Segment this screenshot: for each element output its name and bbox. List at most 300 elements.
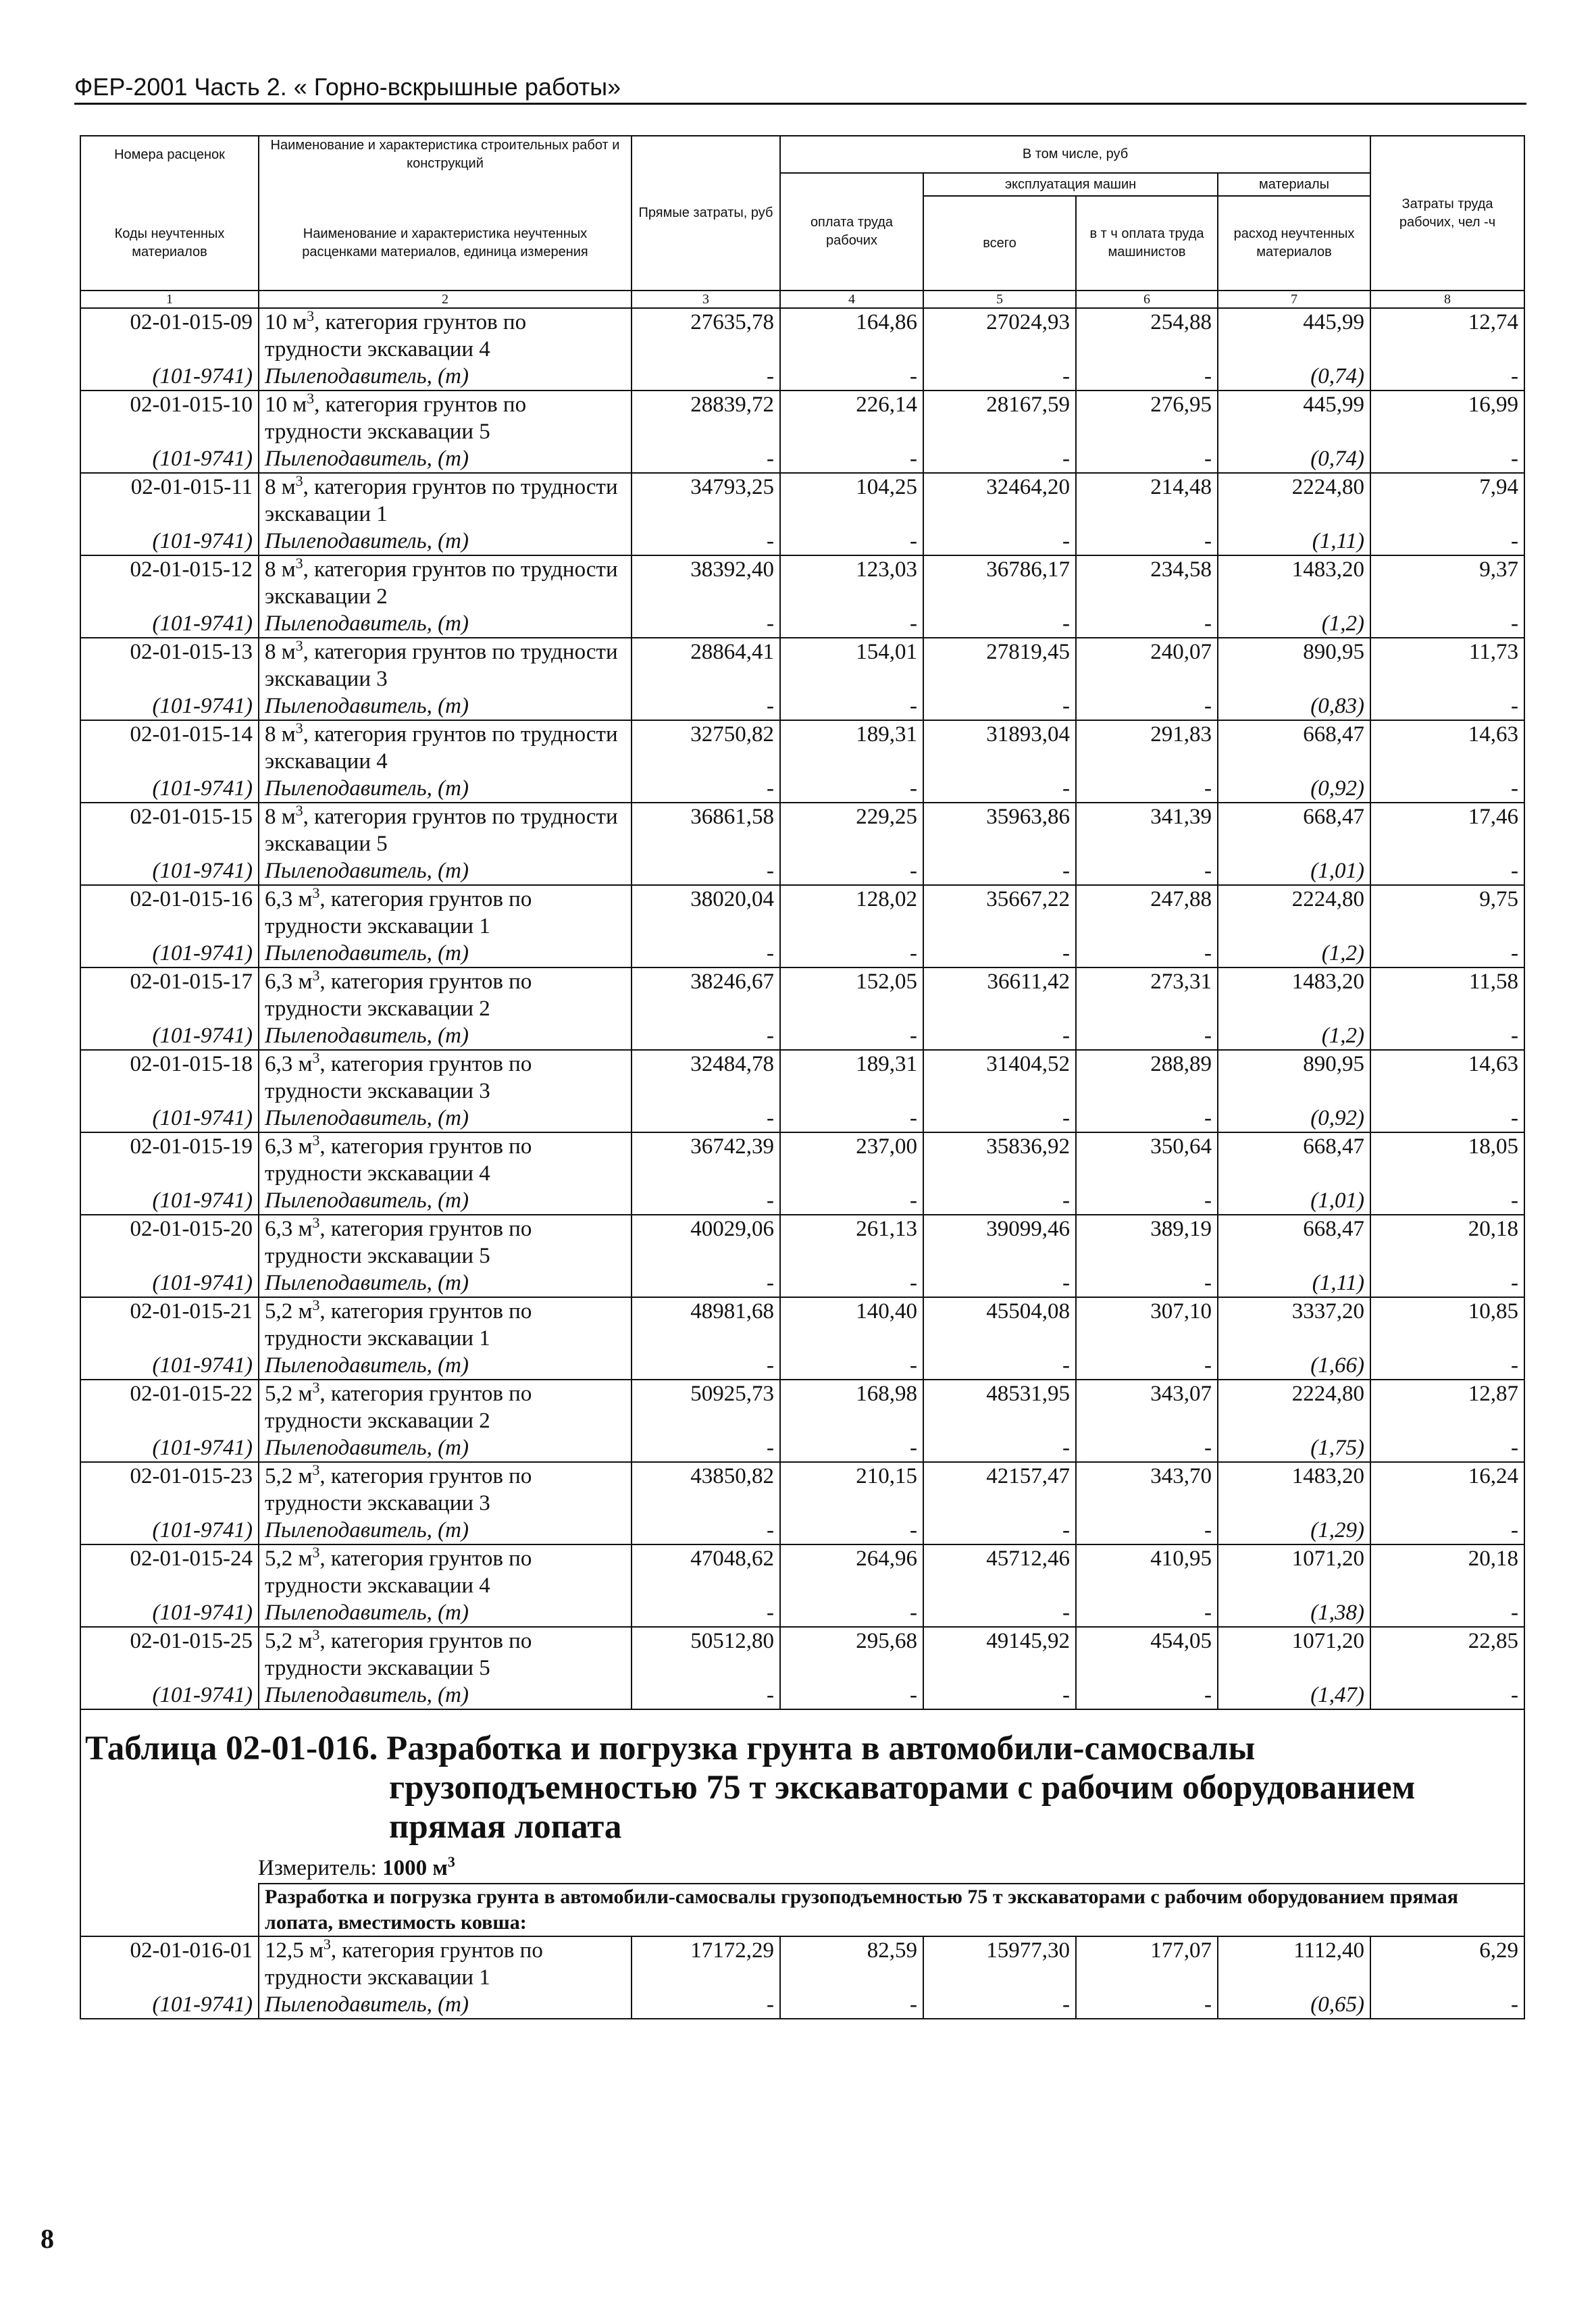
rate-row [80,1215,1524,1269]
machinists-pay: 273,31 [1076,967,1218,1022]
material-name: Пылеподавитель, (т) [259,1991,632,2019]
rate-volume: 6,3 м [265,1052,313,1076]
direct-cost: 32750,82 [632,720,780,775]
labor-pay: 237,00 [780,1132,923,1187]
materials-cost: 668,47 [1218,803,1370,857]
rate-row [80,1544,1524,1599]
header-rule [74,103,1526,105]
material-code: (101-9741) [80,1105,259,1132]
rate-desc-text: , категория грунтов по трудности экскавации 1 [265,887,532,938]
col-head-4: оплата труда рабочих [780,173,923,291]
rate-desc-text: , категория грунтов по трудности экскавации 1 [265,1299,532,1351]
machinists-pay: 307,10 [1076,1297,1218,1352]
material-row [80,528,1524,555]
material-c6: - [1076,1105,1218,1132]
material-c3: - [632,1105,780,1132]
material-consumption: (0,74) [1218,363,1370,391]
rate-description [259,1132,632,1187]
labor-hours: 9,75 [1370,885,1524,940]
material-consumption: (0,92) [1218,775,1370,803]
material-c3: - [632,1352,780,1380]
rate-volume-sup: 3 [295,720,303,736]
material-c6: - [1076,1991,1218,2019]
material-c4: - [780,1105,923,1132]
rate-volume-sup: 3 [312,1297,320,1313]
material-name: Пылеподавитель, (т) [259,363,632,391]
labor-pay: 189,31 [780,1050,923,1105]
machinists-pay: 254,88 [1076,308,1218,363]
rate-desc-text: , категория грунтов по трудности экскавации 5 [265,393,527,444]
rate-volume: 6,3 м [265,1134,313,1159]
col-head-8: Затраты труда рабочих, чел -ч [1370,136,1524,291]
machinists-pay: 214,48 [1076,473,1218,528]
machines-total: 28167,59 [923,391,1076,445]
direct-cost: 36861,58 [632,803,780,857]
material-c3: - [632,1991,780,2019]
material-c6: - [1076,528,1218,555]
material-consumption: (1,66) [1218,1352,1370,1380]
labor-hours: 11,73 [1370,638,1524,693]
material-c5: - [923,775,1076,803]
materials-cost: 3337,20 [1218,1297,1370,1352]
material-name: Пылеподавитель, (т) [259,1187,632,1215]
rate-code: 02-01-015-19 [80,1132,259,1187]
direct-cost: 28839,72 [632,391,780,445]
labor-pay: 123,03 [780,555,923,610]
rates-table [80,135,1525,2019]
measure-label: Измеритель: [258,1856,377,1880]
machines-total: 42157,47 [923,1462,1076,1517]
rate-volume-sup: 3 [312,1132,320,1149]
rate-desc-text: , категория грунтов по трудности экскавации 5 [265,805,618,856]
col-group-materials: материалы [1218,173,1370,196]
rate-code: 02-01-015-24 [80,1544,259,1599]
material-row [80,1105,1524,1132]
rate-volume: 5,2 м [265,1299,313,1324]
rate-code: 02-01-015-12 [80,555,259,610]
rate-volume-sup: 3 [295,555,303,572]
material-c5: - [923,1105,1076,1132]
machines-total: 45712,46 [923,1544,1076,1599]
labor-pay: 168,98 [780,1380,923,1434]
rate-description [259,1050,632,1105]
page-header: ФЕР-2001 Часть 2. « Горно-вскрышные работы» [74,73,621,101]
labor-hours: 16,24 [1370,1462,1524,1517]
measure-sup: 3 [447,1853,455,1870]
material-code: (101-9741) [80,1682,259,1709]
material-consumption: (1,47) [1218,1682,1370,1709]
material-code: (101-9741) [80,857,259,885]
material-consumption: (1,2) [1218,940,1370,967]
rate-volume-sup: 3 [312,884,320,901]
rate-description [259,1544,632,1599]
material-c3: - [632,1022,780,1050]
measure-line [81,1853,1524,1883]
material-consumption: (1,2) [1218,1022,1370,1050]
rate-row [80,1936,1524,1991]
rate-volume: 6,3 м [265,970,313,994]
material-c3: - [632,857,780,885]
labor-pay: 189,31 [780,720,923,775]
material-c5: - [923,1434,1076,1462]
col-head-2b: Наименование и характеристика неучтенных расценками материалов, единица измерения [259,196,632,291]
rate-volume-sup: 3 [312,1379,320,1396]
material-name: Пылеподавитель, (т) [259,940,632,967]
material-c6: - [1076,940,1218,967]
material-c5: - [923,1352,1076,1380]
material-c8: - [1370,445,1524,473]
material-name: Пылеподавитель, (т) [259,1352,632,1380]
material-code: (101-9741) [80,1022,259,1050]
material-consumption: (1,29) [1218,1517,1370,1544]
rate-row [80,720,1524,775]
rate-row [80,308,1524,363]
material-row [80,363,1524,391]
material-c3: - [632,445,780,473]
labor-pay: 295,68 [780,1627,923,1682]
labor-pay: 152,05 [780,967,923,1022]
material-c4: - [780,1599,923,1627]
rate-desc-text: , категория грунтов по трудности экскавации 5 [265,1217,532,1268]
material-c6: - [1076,1599,1218,1627]
rate-volume-sup: 3 [312,1049,320,1066]
material-c3: - [632,528,780,555]
machines-total: 36786,17 [923,555,1076,610]
material-c8: - [1370,1187,1524,1215]
rate-volume: 5,2 м [265,1546,313,1571]
rate-volume-sup: 3 [312,1461,320,1478]
material-name: Пылеподавитель, (т) [259,1517,632,1544]
rate-code: 02-01-015-21 [80,1297,259,1352]
material-row [80,610,1524,638]
labor-hours: 18,05 [1370,1132,1524,1187]
rate-description [259,803,632,857]
machines-total: 36611,42 [923,967,1076,1022]
rate-description [259,1462,632,1517]
rate-volume-sup: 3 [307,390,315,407]
rate-volume-sup: 3 [312,1214,320,1231]
rate-volume: 8 м [265,805,296,829]
material-c6: - [1076,610,1218,638]
rate-code: 02-01-015-11 [80,473,259,528]
material-name: Пылеподавитель, (т) [259,610,632,638]
direct-cost: 43850,82 [632,1462,780,1517]
material-c6: - [1076,1022,1218,1050]
material-c6: - [1076,857,1218,885]
machines-total: 35667,22 [923,885,1076,940]
rate-row [80,885,1524,940]
rate-desc-text: , категория грунтов по трудности экскавации 4 [265,1546,532,1598]
materials-cost: 2224,80 [1218,1380,1370,1434]
machinists-pay: 389,19 [1076,1215,1218,1269]
page-number: 8 [41,2223,54,2254]
material-c8: - [1370,1434,1524,1462]
material-c3: - [632,1599,780,1627]
material-c8: - [1370,857,1524,885]
material-c4: - [780,445,923,473]
direct-cost: 38020,04 [632,885,780,940]
machines-total: 45504,08 [923,1297,1076,1352]
col-head-1: Номера расценок [80,136,259,173]
material-c8: - [1370,1682,1524,1709]
direct-cost: 27635,78 [632,308,780,363]
materials-cost: 2224,80 [1218,473,1370,528]
machinists-pay: 454,05 [1076,1627,1218,1682]
rate-code: 02-01-015-09 [80,308,259,363]
direct-cost: 47048,62 [632,1544,780,1599]
rate-description [259,308,632,363]
material-code: (101-9741) [80,1599,259,1627]
machinists-pay: 177,07 [1076,1936,1218,1991]
material-c4: - [780,1269,923,1297]
material-consumption: (0,65) [1218,1991,1370,2019]
material-c6: - [1076,1434,1218,1462]
material-c5: - [923,1599,1076,1627]
machinists-pay: 240,07 [1076,638,1218,693]
material-c3: - [632,693,780,720]
material-code: (101-9741) [80,693,259,720]
direct-cost: 32484,78 [632,1050,780,1105]
rate-description [259,555,632,610]
material-row [80,1682,1524,1709]
machines-total: 35963,86 [923,803,1076,857]
rate-row [80,1380,1524,1434]
machines-total: 27024,93 [923,308,1076,363]
material-c4: - [780,1022,923,1050]
material-c8: - [1370,1991,1524,2019]
labor-hours: 14,63 [1370,1050,1524,1105]
material-c4: - [780,1682,923,1709]
col-head-7: расход неучтенных материалов [1218,196,1370,291]
material-c5: - [923,940,1076,967]
labor-hours: 20,18 [1370,1215,1524,1269]
machinists-pay: 247,88 [1076,885,1218,940]
material-c4: - [780,528,923,555]
machines-total: 15977,30 [923,1936,1076,1991]
rate-row [80,391,1524,445]
section-title-line3: прямая лопата [389,1808,622,1846]
labor-hours: 17,46 [1370,803,1524,857]
materials-cost: 1071,20 [1218,1627,1370,1682]
rate-code: 02-01-015-13 [80,638,259,693]
material-name: Пылеподавитель, (т) [259,1269,632,1297]
materials-cost: 1112,40 [1218,1936,1370,1991]
machines-total: 35836,92 [923,1132,1076,1187]
material-code: (101-9741) [80,1434,259,1462]
labor-hours: 12,74 [1370,308,1524,363]
material-c3: - [632,610,780,638]
col-head-1b: Коды неучтенных материалов [80,196,259,291]
material-code: (101-9741) [80,445,259,473]
col-index: 1 [80,291,259,308]
rate-description [259,1627,632,1682]
material-row [80,1022,1524,1050]
section-description: Разработка и погрузка грунта в автомобили-самосвалы грузоподъемностью 75 т экскаваторами с рабочим оборудованием прямая лопата, вместимость ковша: [259,1884,1524,1936]
labor-hours: 16,99 [1370,391,1524,445]
section-title-prefix: Таблица 02-01-016. [85,1730,378,1767]
material-c6: - [1076,1517,1218,1544]
rate-volume: 5,2 м [265,1629,313,1653]
rate-row [80,967,1524,1022]
material-c5: - [923,1187,1076,1215]
direct-cost: 36742,39 [632,1132,780,1187]
material-name: Пылеподавитель, (т) [259,1599,632,1627]
material-row [80,775,1524,803]
col-index: 7 [1218,291,1370,308]
labor-pay: 264,96 [780,1544,923,1599]
machinists-pay: 288,89 [1076,1050,1218,1105]
material-name: Пылеподавитель, (т) [259,693,632,720]
rate-code: 02-01-015-17 [80,967,259,1022]
labor-hours: 10,85 [1370,1297,1524,1352]
labor-pay: 164,86 [780,308,923,363]
measure-value: 1000 м [382,1856,448,1880]
material-code: (101-9741) [80,528,259,555]
col-group-machines: эксплуатация машин [923,173,1218,196]
materials-cost: 668,47 [1218,720,1370,775]
material-name: Пылеподавитель, (т) [259,775,632,803]
rate-volume-sup: 3 [295,802,303,819]
rate-row [80,473,1524,528]
direct-cost: 28864,41 [632,638,780,693]
rate-row [80,638,1524,693]
labor-pay: 261,13 [780,1215,923,1269]
col-index: 8 [1370,291,1524,308]
material-c3: - [632,363,780,391]
material-c4: - [780,857,923,885]
material-row [80,693,1524,720]
labor-pay: 229,25 [780,803,923,857]
rate-code: 02-01-015-15 [80,803,259,857]
labor-hours: 20,18 [1370,1544,1524,1599]
material-consumption: (1,75) [1218,1434,1370,1462]
materials-cost: 668,47 [1218,1132,1370,1187]
direct-cost: 34793,25 [632,473,780,528]
col-index: 3 [632,291,780,308]
rate-row [80,1132,1524,1187]
labor-hours: 6,29 [1370,1936,1524,1991]
materials-cost: 1483,20 [1218,967,1370,1022]
section-title-line2: грузоподъемностью 75 т экскаваторами с рабочим оборудованием [389,1769,1416,1807]
rate-volume: 10 м [265,310,307,334]
col-head-6: в т ч оплата труда машинистов [1076,196,1218,291]
material-c8: - [1370,1352,1524,1380]
material-c3: - [632,1682,780,1709]
machines-total: 31893,04 [923,720,1076,775]
material-code: (101-9741) [80,1352,259,1380]
rate-description [259,1380,632,1434]
material-c4: - [780,775,923,803]
rate-volume: 6,3 м [265,1217,313,1241]
material-c4: - [780,363,923,391]
machines-total: 39099,46 [923,1215,1076,1269]
material-code: (101-9741) [80,940,259,967]
rate-volume-sup: 3 [312,1544,320,1561]
rate-description [259,967,632,1022]
material-code: (101-9741) [80,1187,259,1215]
material-row [80,1352,1524,1380]
material-row [80,1434,1524,1462]
material-name: Пылеподавитель, (т) [259,528,632,555]
labor-pay: 226,14 [780,391,923,445]
rate-description [259,885,632,940]
materials-cost: 1483,20 [1218,555,1370,610]
material-name: Пылеподавитель, (т) [259,1682,632,1709]
materials-cost: 890,95 [1218,1050,1370,1105]
material-consumption: (0,83) [1218,693,1370,720]
material-c8: - [1370,363,1524,391]
material-code: (101-9741) [80,775,259,803]
material-c4: - [780,693,923,720]
material-c8: - [1370,940,1524,967]
material-c6: - [1076,445,1218,473]
material-consumption: (1,11) [1218,1269,1370,1297]
machinists-pay: 410,95 [1076,1544,1218,1599]
material-consumption: (1,01) [1218,857,1370,885]
machines-total: 27819,45 [923,638,1076,693]
material-c8: - [1370,528,1524,555]
material-consumption: (0,92) [1218,1105,1370,1132]
material-c5: - [923,610,1076,638]
rate-description [259,391,632,445]
rates-body-2 [80,1936,1524,2019]
material-c3: - [632,1517,780,1544]
direct-cost: 48981,68 [632,1297,780,1352]
machinists-pay: 276,95 [1076,391,1218,445]
material-name: Пылеподавитель, (т) [259,1434,632,1462]
material-c8: - [1370,775,1524,803]
materials-cost: 890,95 [1218,638,1370,693]
rate-desc-text: , категория грунтов по трудности экскавации 3 [265,1052,532,1103]
rate-volume: 6,3 м [265,887,313,911]
material-c8: - [1370,693,1524,720]
material-c8: - [1370,1022,1524,1050]
direct-cost: 50512,80 [632,1627,780,1682]
material-consumption: (1,11) [1218,528,1370,555]
material-c5: - [923,1991,1076,2019]
col-head-3: Прямые затраты, руб [632,136,780,291]
material-c8: - [1370,1269,1524,1297]
machines-total: 48531,95 [923,1380,1076,1434]
rate-description [259,1215,632,1269]
material-c4: - [780,610,923,638]
labor-pay: 154,01 [780,638,923,693]
material-row [80,1517,1524,1544]
material-row [80,445,1524,473]
material-c5: - [923,445,1076,473]
labor-hours: 12,87 [1370,1380,1524,1434]
labor-pay: 128,02 [780,885,923,940]
rate-row [80,803,1524,857]
col-group-header: В том числе, руб [780,136,1370,173]
rate-volume: 5,2 м [265,1464,313,1488]
col-head-2: Наименование и характеристика строительных работ и конструкций [259,136,632,173]
labor-hours: 14,63 [1370,720,1524,775]
material-c3: - [632,1187,780,1215]
rate-desc-text: , категория грунтов по трудности экскавации 4 [265,310,527,361]
rate-description [259,473,632,528]
section-title [81,1710,1524,1853]
machinists-pay: 341,39 [1076,803,1218,857]
machinists-pay: 234,58 [1076,555,1218,610]
machinists-pay: 343,70 [1076,1462,1218,1517]
labor-hours: 9,37 [1370,555,1524,610]
material-c5: - [923,1269,1076,1297]
material-row [80,1599,1524,1627]
material-code: (101-9741) [80,363,259,391]
material-c5: - [923,1022,1076,1050]
rates-body [80,308,1524,1709]
